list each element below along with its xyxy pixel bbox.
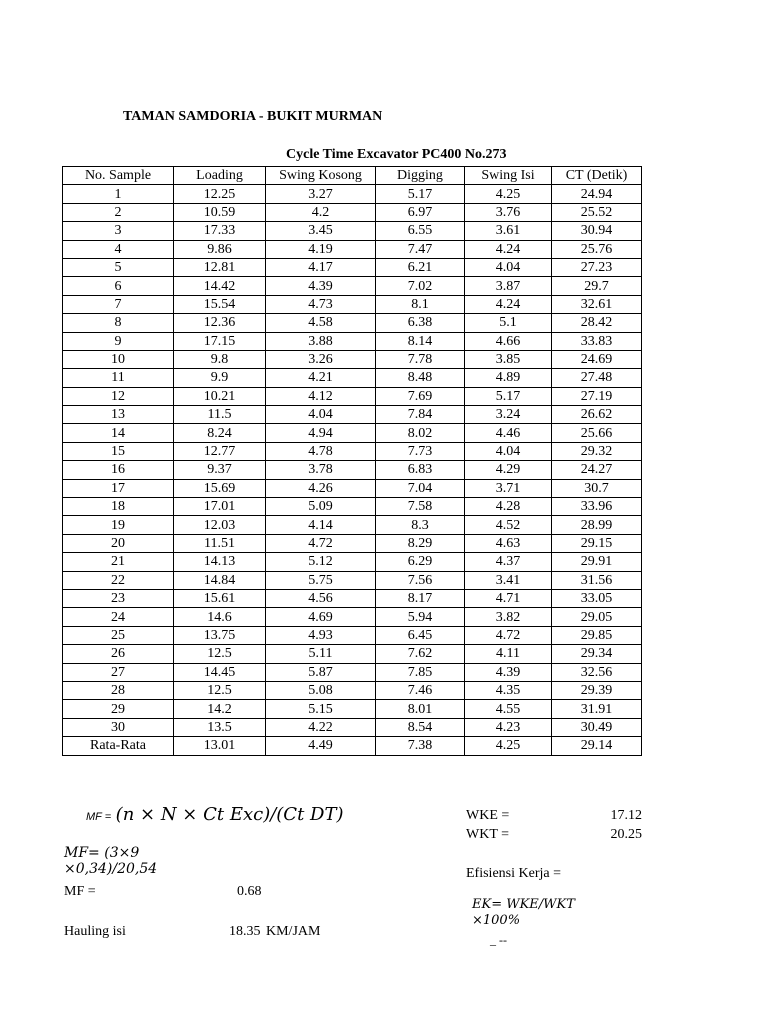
table-cell: 29.15: [552, 534, 642, 552]
header-cell: Swing Isi: [465, 167, 552, 185]
wke-value: 17.12: [610, 808, 642, 823]
table-cell: 27.48: [552, 369, 642, 387]
table-cell: 17.15: [174, 332, 266, 350]
table-row: [63, 461, 642, 479]
table-cell: 14.2: [174, 700, 266, 718]
table-cell: 7.73: [376, 442, 465, 460]
table-cell: 8.54: [376, 718, 465, 736]
table-cell: 30.7: [552, 479, 642, 497]
sample-number-cell: 23: [63, 589, 174, 607]
sample-number-cell: 26: [63, 645, 174, 663]
sample-number-cell: 15: [63, 442, 174, 460]
table-cell: 28.99: [552, 516, 642, 534]
table-cell: 3.85: [465, 350, 552, 368]
table-cell: 28.42: [552, 314, 642, 332]
mf-formula-label: MF =: [86, 811, 112, 823]
table-row: [63, 626, 642, 644]
table-cell: 14.13: [174, 553, 266, 571]
table-cell: 4.17: [266, 258, 376, 276]
table-cell: 8.3: [376, 516, 465, 534]
average-cell: 4.49: [266, 737, 376, 755]
table-footer: [63, 737, 642, 755]
average-cell: 29.14: [552, 737, 642, 755]
table-cell: 4.28: [465, 498, 552, 516]
table-cell: 7.02: [376, 277, 465, 295]
table-cell: 4.39: [465, 663, 552, 681]
table-row: [63, 571, 642, 589]
table-cell: 8.17: [376, 589, 465, 607]
table-cell: 24.94: [552, 185, 642, 203]
average-cell: 13.01: [174, 737, 266, 755]
table-cell: 11.51: [174, 534, 266, 552]
table-header: [63, 167, 642, 185]
table-row: [63, 203, 642, 221]
table-cell: 4.04: [266, 406, 376, 424]
table-row: [63, 258, 642, 276]
sample-number-cell: 7: [63, 295, 174, 313]
table-cell: 11.5: [174, 406, 266, 424]
table-cell: 7.78: [376, 350, 465, 368]
table-cell: 29.32: [552, 442, 642, 460]
table-cell: 24.69: [552, 350, 642, 368]
table-cell: 3.24: [465, 406, 552, 424]
table-row: [63, 369, 642, 387]
table-cell: 14.42: [174, 277, 266, 295]
table-row: [63, 663, 642, 681]
table-cell: 31.91: [552, 700, 642, 718]
sample-number-cell: 21: [63, 553, 174, 571]
wkt-label: WKT =: [466, 827, 510, 842]
table-cell: 4.23: [465, 718, 552, 736]
table-cell: 4.72: [465, 626, 552, 644]
table-cell: 5.11: [266, 645, 376, 663]
table-cell: 4.35: [465, 681, 552, 699]
table-cell: 4.21: [266, 369, 376, 387]
table-cell: 7.04: [376, 479, 465, 497]
hauling-label: Hauling isi: [64, 924, 126, 939]
table-cell: 4.93: [266, 626, 376, 644]
table-row: [63, 534, 642, 552]
table-row: [63, 314, 642, 332]
table-cell: 26.62: [552, 406, 642, 424]
table-row: [63, 589, 642, 607]
table-row: [63, 185, 642, 203]
table-cell: 4.39: [266, 277, 376, 295]
table-cell: 7.47: [376, 240, 465, 258]
sample-number-cell: 8: [63, 314, 174, 332]
table-row: [63, 240, 642, 258]
sample-number-cell: 29: [63, 700, 174, 718]
table-cell: 4.46: [465, 424, 552, 442]
hauling-unit: KM/JAM: [266, 924, 321, 939]
sample-number-cell: 25: [63, 626, 174, 644]
table-row: [63, 608, 642, 626]
table-cell: 3.71: [465, 479, 552, 497]
table-cell: 7.46: [376, 681, 465, 699]
table-cell: 13.75: [174, 626, 266, 644]
table-cell: 5.17: [465, 387, 552, 405]
sample-number-cell: 28: [63, 681, 174, 699]
sample-number-cell: 6: [63, 277, 174, 295]
sample-number-cell: 18: [63, 498, 174, 516]
table-cell: 4.71: [465, 589, 552, 607]
table-cell: 4.04: [465, 258, 552, 276]
table-cell: 29.7: [552, 277, 642, 295]
table-cell: 24.27: [552, 461, 642, 479]
table-cell: 4.89: [465, 369, 552, 387]
sample-number-cell: 17: [63, 479, 174, 497]
table-cell: 29.91: [552, 553, 642, 571]
sample-number-cell: 9: [63, 332, 174, 350]
sample-number-cell: 5: [63, 258, 174, 276]
table-cell: 8.14: [376, 332, 465, 350]
mf-formula: [86, 803, 386, 828]
table-cell: 31.56: [552, 571, 642, 589]
table-cell: 8.01: [376, 700, 465, 718]
table-cell: 7.85: [376, 663, 465, 681]
table-cell: 6.38: [376, 314, 465, 332]
table-cell: 3.61: [465, 222, 552, 240]
sample-number-cell: 12: [63, 387, 174, 405]
sample-number-cell: 19: [63, 516, 174, 534]
table-cell: 9.37: [174, 461, 266, 479]
average-cell: 7.38: [376, 737, 465, 755]
header-cell: Swing Kosong: [266, 167, 376, 185]
table-cell: 4.63: [465, 534, 552, 552]
wke-label: WKE =: [466, 808, 510, 823]
sample-number-cell: 24: [63, 608, 174, 626]
table-row: [63, 222, 642, 240]
table-cell: 15.61: [174, 589, 266, 607]
table-row: [63, 295, 642, 313]
table-cell: 4.66: [465, 332, 552, 350]
table-cell: 27.23: [552, 258, 642, 276]
table-row: [63, 681, 642, 699]
table-cell: 8.29: [376, 534, 465, 552]
efficiency-trailer: _ --: [490, 933, 507, 947]
table-cell: 27.19: [552, 387, 642, 405]
header-row: [63, 167, 642, 185]
table-row: [63, 553, 642, 571]
site-title: TAMAN SAMDORIA - BUKIT MURMAN: [123, 109, 383, 124]
table-cell: 4.29: [465, 461, 552, 479]
table-cell: 6.83: [376, 461, 465, 479]
table-cell: 6.45: [376, 626, 465, 644]
table-cell: 4.52: [465, 516, 552, 534]
table-cell: 4.11: [465, 645, 552, 663]
table-cell: 6.29: [376, 553, 465, 571]
table-cell: 12.36: [174, 314, 266, 332]
table-cell: 5.12: [266, 553, 376, 571]
table-cell: 4.73: [266, 295, 376, 313]
table-cell: 15.54: [174, 295, 266, 313]
table-cell: 8.02: [376, 424, 465, 442]
efficiency-formula: EK= WKE/WKT ×100%: [472, 897, 575, 928]
table-cell: 30.49: [552, 718, 642, 736]
table-row: [63, 479, 642, 497]
table-cell: 4.04: [465, 442, 552, 460]
average-row: [63, 737, 642, 755]
table-title: Cycle Time Excavator PC400 No.273: [286, 147, 507, 162]
mf-result-value: 0.68: [237, 884, 262, 899]
table-cell: 5.08: [266, 681, 376, 699]
table-cell: 12.25: [174, 185, 266, 203]
sample-number-cell: 10: [63, 350, 174, 368]
table-cell: 4.24: [465, 295, 552, 313]
table-row: [63, 718, 642, 736]
header-cell: CT (Detik): [552, 167, 642, 185]
table-cell: 5.75: [266, 571, 376, 589]
table-cell: 3.27: [266, 185, 376, 203]
table-cell: 17.01: [174, 498, 266, 516]
table-cell: 6.97: [376, 203, 465, 221]
table-cell: 4.24: [465, 240, 552, 258]
table-cell: 12.77: [174, 442, 266, 460]
table-cell: 25.52: [552, 203, 642, 221]
table-cell: 29.39: [552, 681, 642, 699]
table-cell: 6.55: [376, 222, 465, 240]
table-cell: 4.2: [266, 203, 376, 221]
table-cell: 33.05: [552, 589, 642, 607]
table-cell: 8.1: [376, 295, 465, 313]
table-cell: 32.56: [552, 663, 642, 681]
table-cell: 4.56: [266, 589, 376, 607]
table-cell: 5.09: [266, 498, 376, 516]
table-cell: 4.58: [266, 314, 376, 332]
table-cell: 7.84: [376, 406, 465, 424]
table-cell: 7.62: [376, 645, 465, 663]
table-cell: 12.03: [174, 516, 266, 534]
header-cell: Loading: [174, 167, 266, 185]
table-row: [63, 424, 642, 442]
table-cell: 5.17: [376, 185, 465, 203]
table-cell: 25.76: [552, 240, 642, 258]
table-cell: 30.94: [552, 222, 642, 240]
table-cell: 12.81: [174, 258, 266, 276]
table-row: [63, 516, 642, 534]
table-cell: 8.48: [376, 369, 465, 387]
table-cell: 10.21: [174, 387, 266, 405]
table-cell: 4.14: [266, 516, 376, 534]
table-cell: 14.84: [174, 571, 266, 589]
table-cell: 4.12: [266, 387, 376, 405]
table-cell: 3.45: [266, 222, 376, 240]
table-cell: 12.5: [174, 645, 266, 663]
table-cell: 4.78: [266, 442, 376, 460]
table-cell: 25.66: [552, 424, 642, 442]
table-cell: 32.61: [552, 295, 642, 313]
table-cell: 5.1: [465, 314, 552, 332]
table-cell: 3.76: [465, 203, 552, 221]
mf-result-label: MF =: [64, 884, 96, 899]
table-row: [63, 332, 642, 350]
cycle-time-table: [62, 166, 642, 756]
table-cell: 3.82: [465, 608, 552, 626]
table-cell: 10.59: [174, 203, 266, 221]
table-cell: 3.87: [465, 277, 552, 295]
table-cell: 4.72: [266, 534, 376, 552]
table-cell: 5.15: [266, 700, 376, 718]
table-cell: 4.22: [266, 718, 376, 736]
table-row: [63, 442, 642, 460]
table-cell: 4.69: [266, 608, 376, 626]
table-cell: 12.5: [174, 681, 266, 699]
table-row: [63, 387, 642, 405]
sample-number-cell: 4: [63, 240, 174, 258]
table-row: [63, 498, 642, 516]
sample-number-cell: 2: [63, 203, 174, 221]
table-cell: 3.88: [266, 332, 376, 350]
sample-number-cell: 22: [63, 571, 174, 589]
efficiency-label: Efisiensi Kerja =: [466, 866, 561, 881]
sample-number-cell: 20: [63, 534, 174, 552]
table-cell: 29.05: [552, 608, 642, 626]
sample-number-cell: 1: [63, 185, 174, 203]
table-row: [63, 700, 642, 718]
table-cell: 29.85: [552, 626, 642, 644]
sample-number-cell: 11: [63, 369, 174, 387]
header-cell: Digging: [376, 167, 465, 185]
table-cell: 33.96: [552, 498, 642, 516]
header-cell: No. Sample: [63, 167, 174, 185]
table-cell: 9.8: [174, 350, 266, 368]
table-cell: 4.55: [465, 700, 552, 718]
table-cell: 9.86: [174, 240, 266, 258]
table-row: [63, 277, 642, 295]
table-cell: 4.37: [465, 553, 552, 571]
table-cell: 3.26: [266, 350, 376, 368]
average-cell: 4.25: [465, 737, 552, 755]
table-cell: 3.41: [465, 571, 552, 589]
sample-number-cell: 30: [63, 718, 174, 736]
table-row: [63, 350, 642, 368]
sample-number-cell: 16: [63, 461, 174, 479]
table-cell: 14.6: [174, 608, 266, 626]
table-cell: 17.33: [174, 222, 266, 240]
mf-formula-expression: (n × N × Ct Exc)/(Ct DT): [115, 804, 344, 825]
average-label: Rata-Rata: [63, 737, 174, 755]
wkt-value: 20.25: [610, 827, 642, 842]
sample-number-cell: 14: [63, 424, 174, 442]
mf-substituted-formula: MF= (3×9 ×0,34)/20,54: [64, 845, 158, 877]
table-cell: 5.94: [376, 608, 465, 626]
table-cell: 4.25: [465, 185, 552, 203]
table-cell: 7.58: [376, 498, 465, 516]
table-body: [63, 185, 642, 737]
table-cell: 14.45: [174, 663, 266, 681]
table-cell: 15.69: [174, 479, 266, 497]
table-cell: 6.21: [376, 258, 465, 276]
table-cell: 4.19: [266, 240, 376, 258]
table-cell: 3.78: [266, 461, 376, 479]
table-cell: 8.24: [174, 424, 266, 442]
table-cell: 4.94: [266, 424, 376, 442]
sample-number-cell: 27: [63, 663, 174, 681]
table-row: [63, 406, 642, 424]
sample-number-cell: 13: [63, 406, 174, 424]
table-cell: 9.9: [174, 369, 266, 387]
table-cell: 29.34: [552, 645, 642, 663]
table-cell: 33.83: [552, 332, 642, 350]
table-cell: 13.5: [174, 718, 266, 736]
table-cell: 7.56: [376, 571, 465, 589]
table-cell: 5.87: [266, 663, 376, 681]
hauling-value: 18.35: [229, 924, 261, 939]
table-cell: 7.69: [376, 387, 465, 405]
table-row: [63, 645, 642, 663]
table-cell: 4.26: [266, 479, 376, 497]
sample-number-cell: 3: [63, 222, 174, 240]
